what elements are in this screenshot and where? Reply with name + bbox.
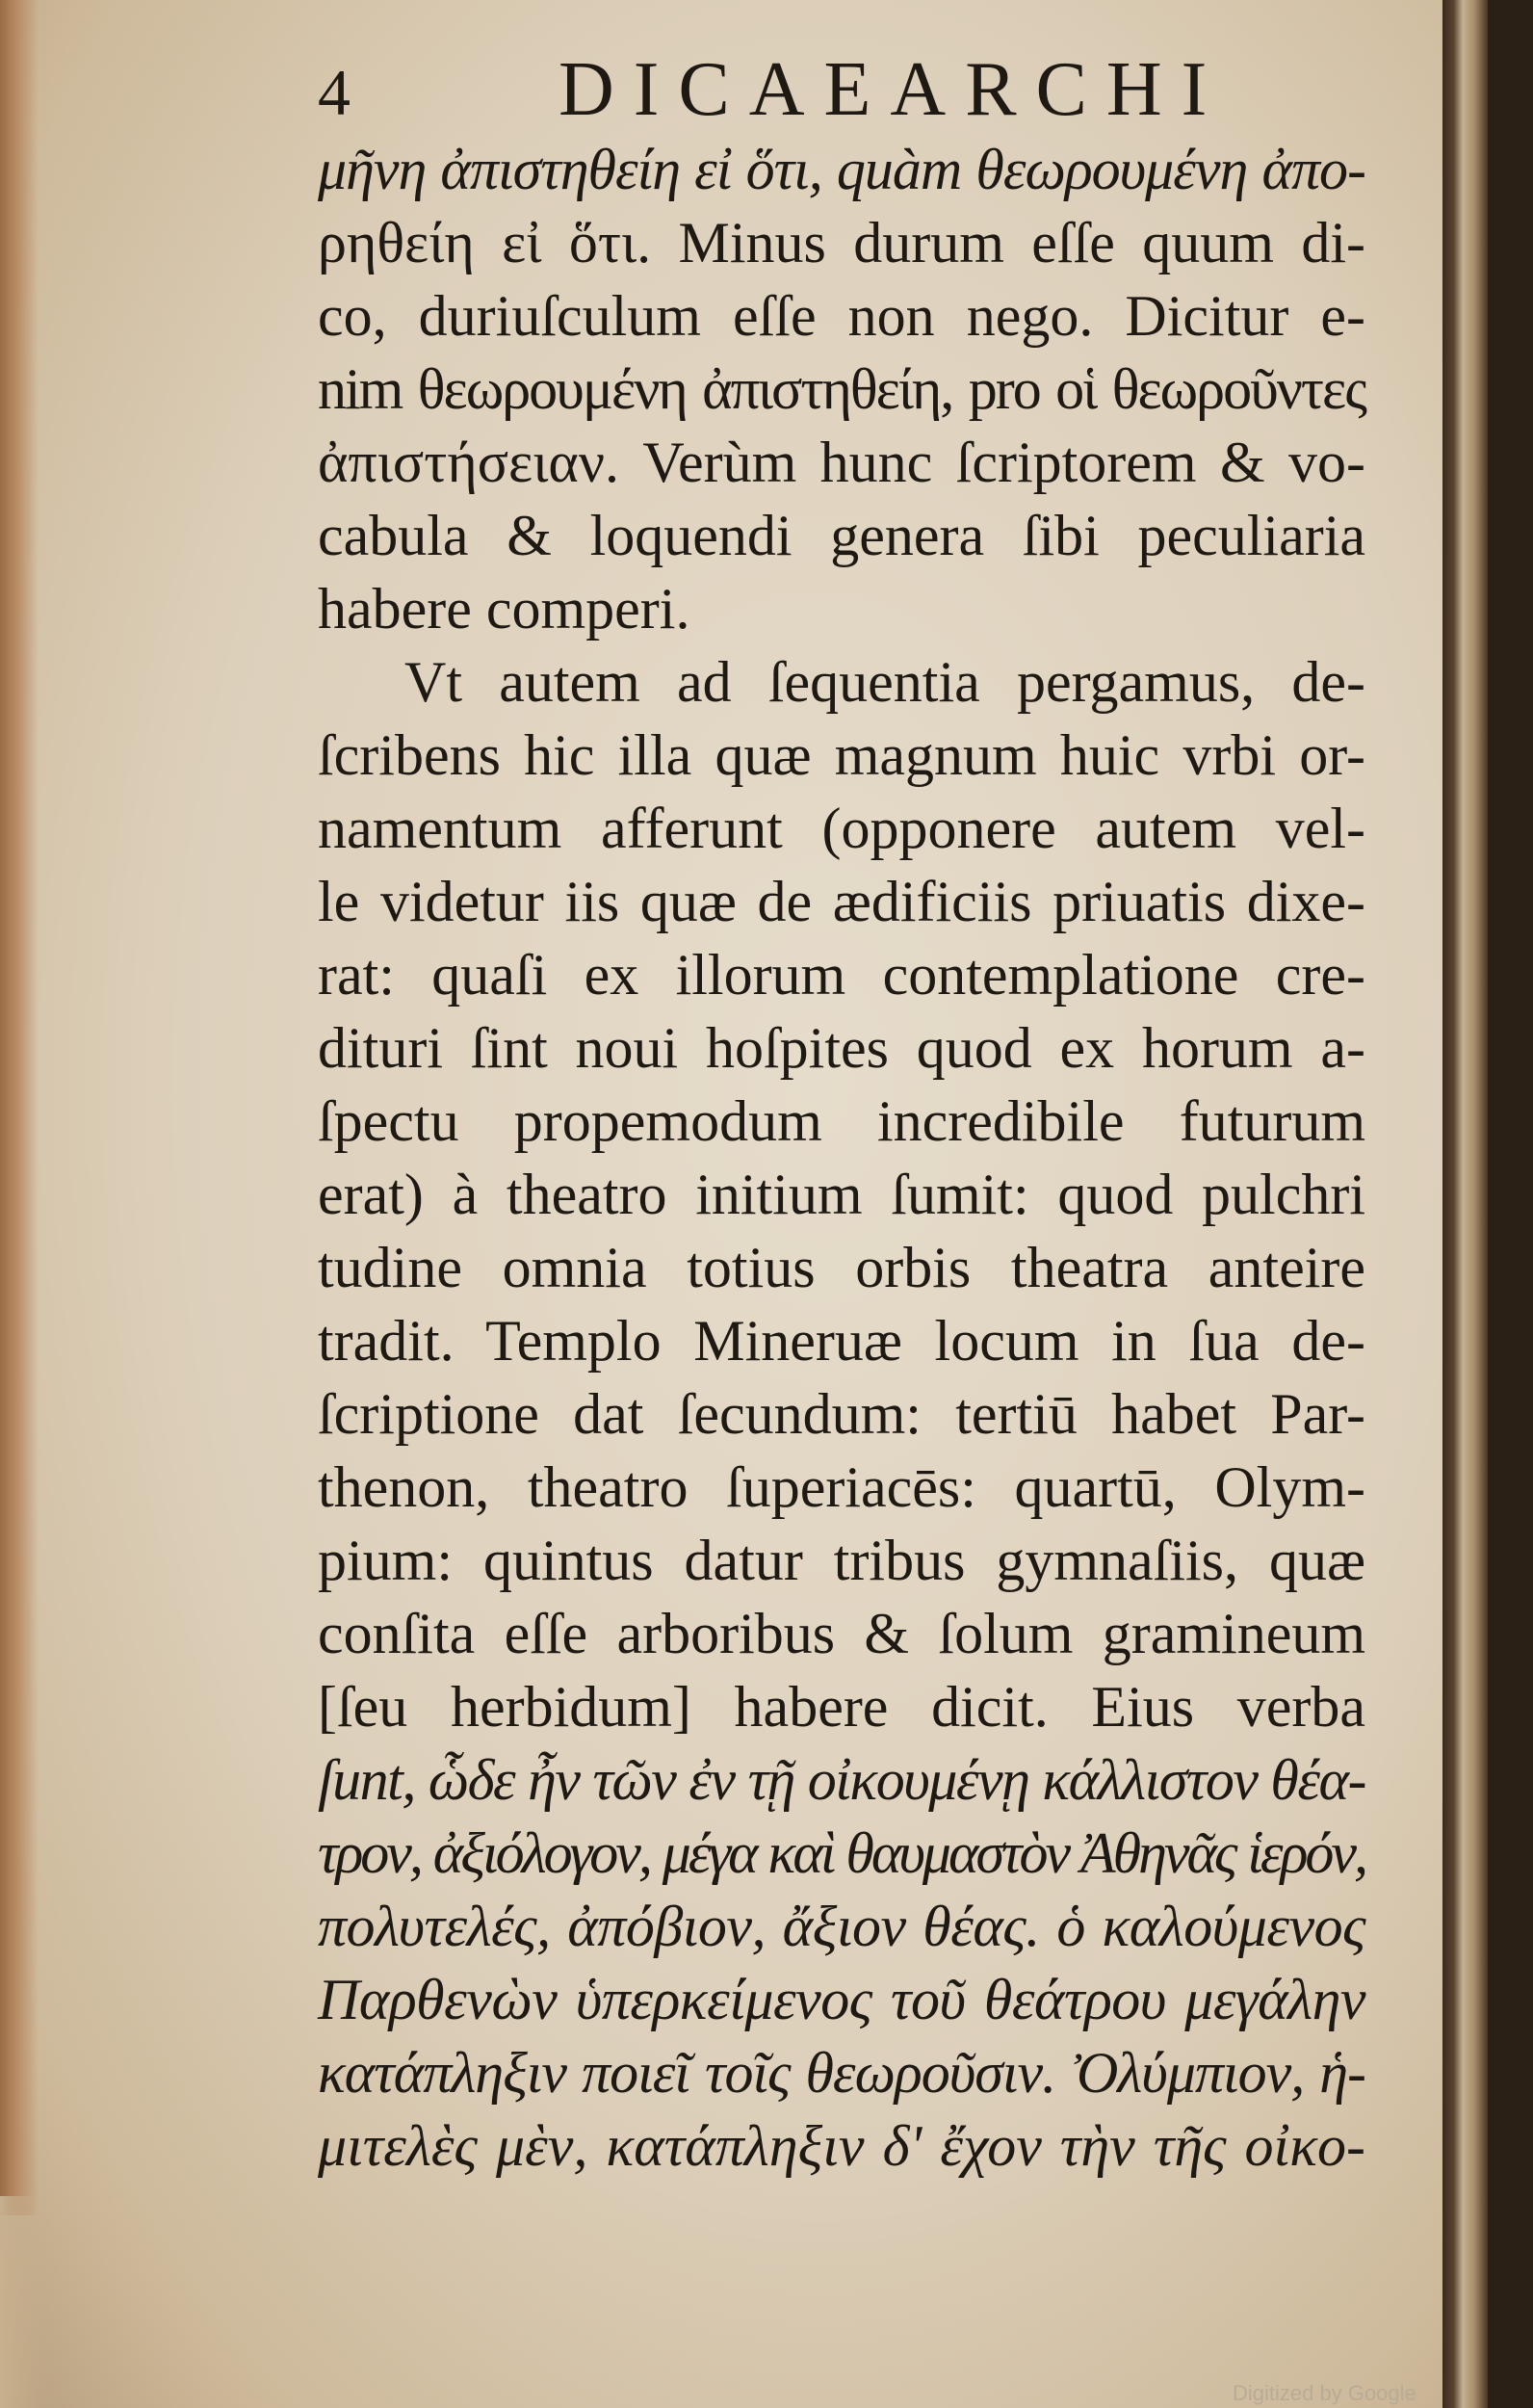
text-line: thenon, theatro ſuperiacēs: quartū, Olym- <box>318 1455 1365 1519</box>
text-line: rat: quaſi ex illorum contemplatione cre- <box>318 943 1365 1007</box>
text-line: ſunt, ὧδε ἦν τῶν ἐν τῇ οἰκουμένῃ κάλλιστον θέα- <box>318 1748 1365 1812</box>
page-edge-right <box>1442 0 1488 2408</box>
text-line: ſcribens hic illa quæ magnum huic vrbi or- <box>318 723 1365 787</box>
text-line: ſpectu propemodum incredibile futurum <box>318 1089 1365 1153</box>
text-line: ἀπιστήσειαν. Verùm hunc ſcriptorem & vo- <box>318 431 1365 494</box>
text-line: tudine omnia totius orbis theatra anteire <box>318 1236 1365 1299</box>
text-line: κατάπληξιν ποιεῖ τοῖς θεωροῦσιν. Ὀλύμπιον, ἡ- <box>318 2041 1365 2105</box>
text-line: co, duriuſculum eſſe non nego. Dicitur e- <box>318 284 1365 348</box>
page-edge-left <box>0 0 39 2215</box>
text-line: namentum afferunt (opponere autem vel- <box>318 797 1365 860</box>
page-stain <box>0 2196 46 2408</box>
text-line: conſita eſſe arboribus & ſolum gramineum <box>318 1602 1365 1665</box>
text-line: cabula & loquendi genera ſibi peculiaria <box>318 504 1365 567</box>
text-line: nim θεωρουμένη ἀπιστηθείη, pro οἱ θεωροῦντες <box>318 357 1365 421</box>
digitization-watermark: Digitized by Google <box>1233 2381 1416 2405</box>
text-line: erat) à theatro initium ſumit: quod pulchri <box>318 1163 1365 1226</box>
text-line: μιτελὲς μὲν, κατάπληξιν δ' ἔχον τὴν τῆς οἰκο- <box>318 2114 1365 2178</box>
text-line: pium: quintus datur tribus gymnaſiis, quæ <box>318 1529 1365 1592</box>
text-line: Vt autem ad ſequentia pergamus, de- <box>404 650 1365 714</box>
text-line: μῆνη ἀπιστηθείη εἰ ὅτι, quàm θεωρουμένη ἀπο- <box>318 138 1365 201</box>
text-line: le videtur iis quæ de ædificiis priuatis dixe- <box>318 870 1365 933</box>
text-line: ſcriptione dat ſecundum: tertiū habet Par- <box>318 1382 1365 1446</box>
page-header <box>318 46 1377 133</box>
body-text <box>318 133 1365 2183</box>
text-line: [ſeu herbidum] habere dicit. Eius verba <box>318 1675 1365 1739</box>
text-line: τρον, ἀξιόλογον, μέγα καὶ θαυμαστὸν Ἀθηνᾶς ἱερόν, <box>318 1821 1365 1885</box>
running-title: DICAEARCHI <box>559 47 1227 132</box>
page-number: 4 <box>318 56 351 129</box>
text-line: habere comperi. <box>318 577 690 641</box>
text-line: Παρθενὼν ὑπερκείμενος τοῦ θεάτρου μεγάλην <box>318 1968 1365 2031</box>
text-line: πολυτελές, ἀπόβιον, ἄξιον θέας. ὁ καλούμενος <box>318 1895 1365 1958</box>
text-line: tradit. Templo Mineruæ locum in ſua de- <box>318 1309 1365 1373</box>
text-line: dituri ſint noui hoſpites quod ex horum a- <box>318 1016 1365 1080</box>
text-line: ρηθείη εἰ ὅτι. Minus durum eſſe quum di- <box>318 211 1365 275</box>
